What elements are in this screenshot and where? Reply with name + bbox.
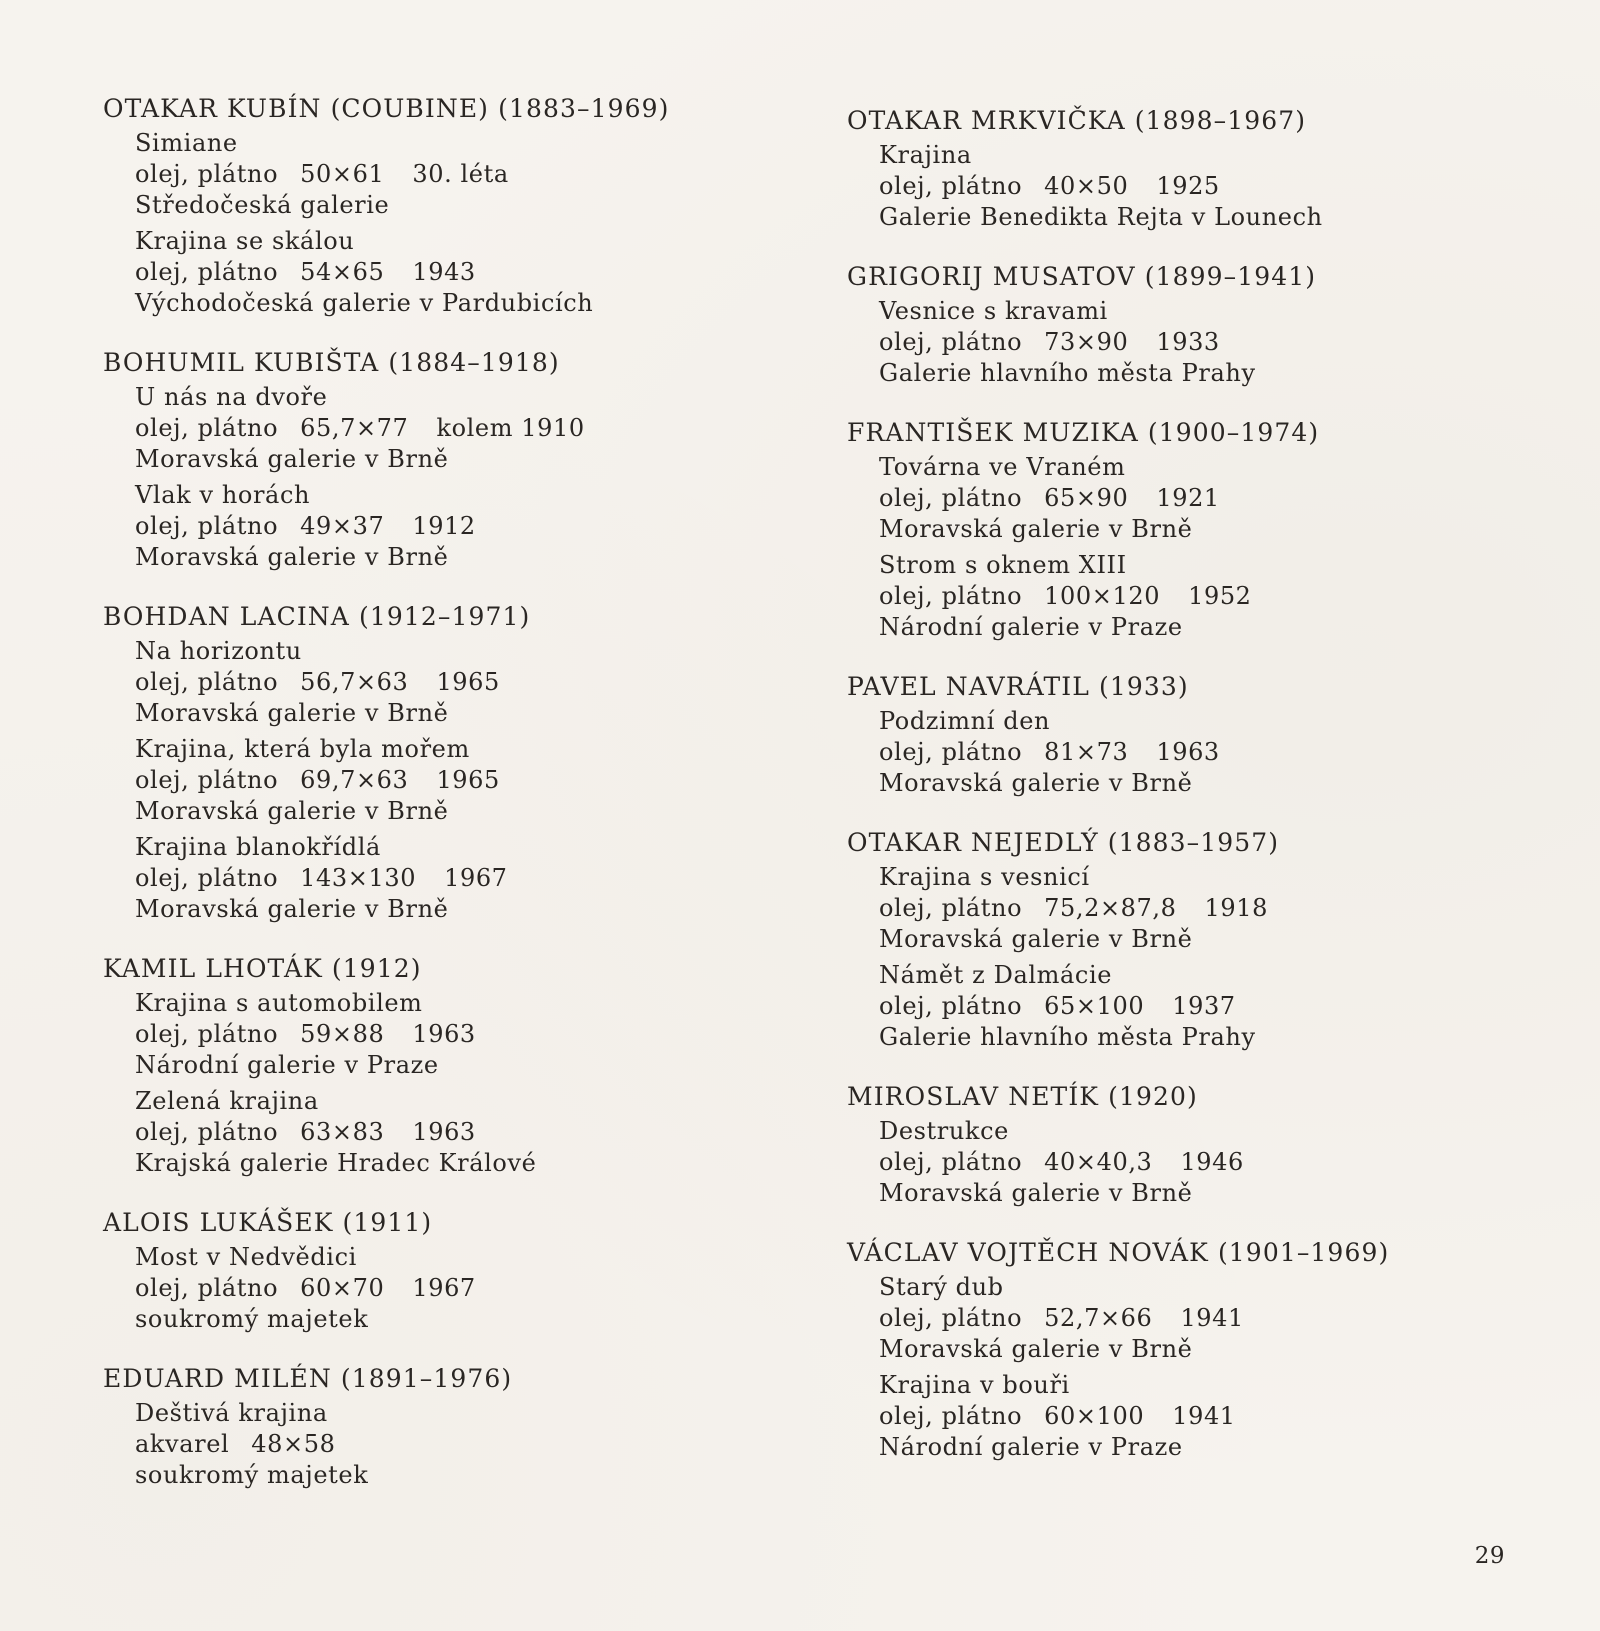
artwork-details bbox=[879, 737, 1487, 768]
artist-entry bbox=[847, 670, 1487, 799]
artwork-dimensions: 59×88 bbox=[300, 1020, 385, 1048]
right-column bbox=[847, 104, 1487, 1490]
artwork-entry bbox=[879, 960, 1487, 1053]
artwork-dimensions: 48×58 bbox=[251, 1430, 336, 1458]
artwork-title: Podzimní den bbox=[879, 707, 1051, 735]
artwork-title: Vesnice s kravami bbox=[879, 297, 1108, 325]
artwork-medium: olej, plátno bbox=[879, 1304, 1023, 1332]
artwork-medium: olej, plátno bbox=[135, 766, 279, 794]
artwork-title: Krajina, která byla mořem bbox=[135, 735, 470, 763]
artwork-collection: Moravská galerie v Brně bbox=[879, 1335, 1193, 1363]
artist-name: GRIGORIJ MUSATOV (1899–1941) bbox=[847, 262, 1317, 291]
artwork-year: 1963 bbox=[1156, 738, 1220, 766]
artwork-entry bbox=[135, 734, 743, 827]
artwork-details bbox=[879, 483, 1487, 514]
artist-name: OTAKAR KUBÍN (COUBINE) (1883–1969) bbox=[103, 94, 670, 123]
artwork-dimensions: 81×73 bbox=[1044, 738, 1129, 766]
artwork-medium: olej, plátno bbox=[135, 512, 279, 540]
artwork-dimensions: 63×83 bbox=[300, 1118, 385, 1146]
artist-name: OTAKAR MRKVIČKA (1898–1967) bbox=[847, 106, 1307, 135]
artwork-dimensions: 65,7×77 bbox=[300, 414, 409, 442]
artwork-collection: Moravská galerie v Brně bbox=[135, 699, 449, 727]
artist-entry bbox=[103, 952, 743, 1179]
artwork-details bbox=[135, 765, 743, 796]
artist-name: MIROSLAV NETÍK (1920) bbox=[847, 1082, 1198, 1111]
artist-name: OTAKAR NEJEDLÝ (1883–1957) bbox=[847, 828, 1280, 857]
artwork-entry bbox=[879, 1116, 1487, 1209]
artist-name: VÁCLAV VOJTĚCH NOVÁK (1901–1969) bbox=[847, 1238, 1390, 1267]
artwork-collection: Krajská galerie Hradec Králové bbox=[135, 1149, 537, 1177]
artwork-details bbox=[135, 1019, 743, 1050]
artist-name: FRANTIŠEK MUZIKA (1900–1974) bbox=[847, 418, 1320, 447]
artwork-details bbox=[879, 1147, 1487, 1178]
artwork-collection: Galerie Benedikta Rejta v Lounech bbox=[879, 203, 1323, 231]
artwork-details bbox=[135, 1429, 743, 1460]
artwork-entry bbox=[135, 480, 743, 573]
artwork-details bbox=[879, 1401, 1487, 1432]
artwork-year: 1937 bbox=[1172, 992, 1236, 1020]
artist-entry bbox=[103, 346, 743, 573]
artwork-entry bbox=[135, 382, 743, 475]
artwork-collection: Moravská galerie v Brně bbox=[135, 445, 449, 473]
artwork-medium: olej, plátno bbox=[135, 160, 279, 188]
artwork-medium: olej, plátno bbox=[879, 582, 1023, 610]
artwork-year: 1963 bbox=[412, 1118, 476, 1146]
artwork-details bbox=[135, 863, 743, 894]
artwork-entry bbox=[879, 862, 1487, 955]
artwork-medium: olej, plátno bbox=[135, 864, 279, 892]
artwork-medium: olej, plátno bbox=[879, 484, 1023, 512]
artwork-details bbox=[135, 159, 743, 190]
artwork-medium: olej, plátno bbox=[879, 328, 1023, 356]
artwork-title: Most v Nedvědici bbox=[135, 1243, 357, 1271]
left-column bbox=[103, 92, 743, 1518]
page-number: 29 bbox=[1474, 1543, 1505, 1569]
artwork-entry bbox=[135, 128, 743, 221]
artwork-details bbox=[879, 893, 1487, 924]
artwork-title: Strom s oknem XIII bbox=[879, 551, 1127, 579]
artwork-medium: olej, plátno bbox=[879, 992, 1023, 1020]
artwork-title: Starý dub bbox=[879, 1273, 1004, 1301]
artwork-entry bbox=[879, 140, 1487, 233]
artwork-collection: Moravská galerie v Brně bbox=[879, 925, 1193, 953]
artist-name: EDUARD MILÉN (1891–1976) bbox=[103, 1364, 513, 1393]
artwork-year: 1946 bbox=[1180, 1148, 1244, 1176]
artwork-medium: olej, plátno bbox=[879, 894, 1023, 922]
artwork-collection: Moravská galerie v Brně bbox=[135, 797, 449, 825]
artwork-details bbox=[135, 667, 743, 698]
artwork-dimensions: 60×70 bbox=[300, 1274, 385, 1302]
artwork-details bbox=[879, 581, 1487, 612]
artwork-entry bbox=[879, 452, 1487, 545]
artwork-title: Destrukce bbox=[879, 1117, 1009, 1145]
artwork-title: Na horizontu bbox=[135, 637, 302, 665]
artwork-year: 1925 bbox=[1156, 172, 1220, 200]
artwork-details bbox=[135, 1117, 743, 1148]
artwork-year: 1921 bbox=[1156, 484, 1220, 512]
artist-name: KAMIL LHOTÁK (1912) bbox=[103, 954, 422, 983]
artwork-dimensions: 73×90 bbox=[1044, 328, 1129, 356]
artwork-year: 30. léta bbox=[412, 160, 509, 188]
artwork-medium: olej, plátno bbox=[879, 738, 1023, 766]
artist-name: ALOIS LUKÁŠEK (1911) bbox=[103, 1208, 433, 1237]
artist-entry bbox=[103, 92, 743, 319]
artwork-medium: olej, plátno bbox=[135, 1020, 279, 1048]
artwork-entry bbox=[879, 1272, 1487, 1365]
artwork-year: 1965 bbox=[436, 766, 500, 794]
artist-entry bbox=[847, 1236, 1487, 1463]
artwork-collection: Moravská galerie v Brně bbox=[135, 895, 449, 923]
artwork-dimensions: 143×130 bbox=[300, 864, 417, 892]
artwork-dimensions: 75,2×87,8 bbox=[1044, 894, 1177, 922]
artist-entry bbox=[103, 600, 743, 925]
artwork-collection: soukromý majetek bbox=[135, 1461, 369, 1489]
artwork-collection: Galerie hlavního města Prahy bbox=[879, 1023, 1256, 1051]
artwork-medium: akvarel bbox=[135, 1430, 230, 1458]
artist-entry bbox=[847, 1080, 1487, 1209]
artwork-entry bbox=[135, 1398, 743, 1491]
artist-entry bbox=[847, 260, 1487, 389]
artwork-dimensions: 56,7×63 bbox=[300, 668, 409, 696]
artwork-title: Krajina se skálou bbox=[135, 227, 355, 255]
artwork-medium: olej, plátno bbox=[879, 172, 1023, 200]
artwork-title: Deštivá krajina bbox=[135, 1399, 328, 1427]
artwork-title: Vlak v horách bbox=[135, 481, 311, 509]
artwork-details bbox=[879, 327, 1487, 358]
artwork-year: 1912 bbox=[412, 512, 476, 540]
artwork-entry bbox=[879, 296, 1487, 389]
artwork-medium: olej, plátno bbox=[879, 1402, 1023, 1430]
artwork-dimensions: 49×37 bbox=[300, 512, 385, 540]
artwork-medium: olej, plátno bbox=[135, 1274, 279, 1302]
artwork-collection: Moravská galerie v Brně bbox=[879, 769, 1193, 797]
artwork-dimensions: 54×65 bbox=[300, 258, 385, 286]
artwork-entry bbox=[135, 636, 743, 729]
artist-name: BOHDAN LACINA (1912–1971) bbox=[103, 602, 531, 631]
artwork-title: Krajina s vesnicí bbox=[879, 863, 1090, 891]
artwork-entry bbox=[135, 226, 743, 319]
artwork-details bbox=[879, 991, 1487, 1022]
artwork-title: Krajina blanokřídlá bbox=[135, 833, 381, 861]
artwork-collection: Moravská galerie v Brně bbox=[879, 515, 1193, 543]
artwork-title: Krajina v bouři bbox=[879, 1371, 1070, 1399]
artwork-entry bbox=[879, 550, 1487, 643]
artwork-dimensions: 50×61 bbox=[300, 160, 385, 188]
artwork-year: 1967 bbox=[444, 864, 508, 892]
artwork-dimensions: 60×100 bbox=[1044, 1402, 1145, 1430]
artist-entry bbox=[847, 416, 1487, 643]
artwork-entry bbox=[135, 832, 743, 925]
artwork-entry bbox=[135, 1242, 743, 1335]
artwork-dimensions: 69,7×63 bbox=[300, 766, 409, 794]
artwork-collection: Středočeská galerie bbox=[135, 191, 390, 219]
artwork-details bbox=[135, 511, 743, 542]
artwork-dimensions: 52,7×66 bbox=[1044, 1304, 1153, 1332]
artwork-year: 1943 bbox=[412, 258, 476, 286]
artwork-title: U nás na dvoře bbox=[135, 383, 328, 411]
artwork-details bbox=[879, 171, 1487, 202]
artist-entry bbox=[847, 104, 1487, 233]
artwork-medium: olej, plátno bbox=[879, 1148, 1023, 1176]
artwork-medium: olej, plátno bbox=[135, 414, 279, 442]
artwork-collection: Národní galerie v Praze bbox=[879, 1433, 1183, 1461]
artwork-collection: Národní galerie v Praze bbox=[135, 1051, 439, 1079]
artwork-collection: Národní galerie v Praze bbox=[879, 613, 1183, 641]
artwork-collection: Východočeská galerie v Pardubicích bbox=[135, 289, 594, 317]
artwork-dimensions: 65×100 bbox=[1044, 992, 1145, 1020]
artwork-title: Zelená krajina bbox=[135, 1087, 319, 1115]
artwork-details bbox=[879, 1303, 1487, 1334]
artwork-year: 1941 bbox=[1180, 1304, 1244, 1332]
artwork-dimensions: 65×90 bbox=[1044, 484, 1129, 512]
artwork-entry bbox=[879, 706, 1487, 799]
artwork-details bbox=[135, 1273, 743, 1304]
artwork-entry bbox=[135, 988, 743, 1081]
artwork-year: kolem 1910 bbox=[436, 414, 585, 442]
artwork-dimensions: 40×40,3 bbox=[1044, 1148, 1153, 1176]
artwork-dimensions: 40×50 bbox=[1044, 172, 1129, 200]
artist-entry bbox=[847, 826, 1487, 1053]
artwork-medium: olej, plátno bbox=[135, 668, 279, 696]
artwork-details bbox=[135, 413, 743, 444]
artwork-entry bbox=[879, 1370, 1487, 1463]
artwork-year: 1965 bbox=[436, 668, 500, 696]
artwork-collection: Moravská galerie v Brně bbox=[879, 1179, 1193, 1207]
artwork-dimensions: 100×120 bbox=[1044, 582, 1161, 610]
artwork-year: 1963 bbox=[412, 1020, 476, 1048]
artwork-title: Krajina s automobilem bbox=[135, 989, 423, 1017]
artwork-entry bbox=[135, 1086, 743, 1179]
artist-entry bbox=[103, 1206, 743, 1335]
artwork-collection: Moravská galerie v Brně bbox=[135, 543, 449, 571]
artwork-collection: soukromý majetek bbox=[135, 1305, 369, 1333]
artwork-year: 1933 bbox=[1156, 328, 1220, 356]
artwork-details bbox=[135, 257, 743, 288]
artwork-title: Námět z Dalmácie bbox=[879, 961, 1113, 989]
artwork-year: 1918 bbox=[1204, 894, 1269, 922]
artwork-title: Krajina bbox=[879, 141, 972, 169]
artwork-medium: olej, plátno bbox=[135, 258, 279, 286]
artwork-medium: olej, plátno bbox=[135, 1118, 279, 1146]
artist-name: PAVEL NAVRÁTIL (1933) bbox=[847, 672, 1189, 701]
artwork-year: 1952 bbox=[1188, 582, 1252, 610]
artwork-year: 1941 bbox=[1172, 1402, 1236, 1430]
artwork-collection: Galerie hlavního města Prahy bbox=[879, 359, 1256, 387]
artist-name: BOHUMIL KUBIŠTA (1884–1918) bbox=[103, 348, 560, 377]
artwork-year: 1967 bbox=[412, 1274, 476, 1302]
artwork-title: Továrna ve Vraném bbox=[879, 453, 1126, 481]
artwork-title: Simiane bbox=[135, 129, 238, 157]
artist-entry bbox=[103, 1362, 743, 1491]
